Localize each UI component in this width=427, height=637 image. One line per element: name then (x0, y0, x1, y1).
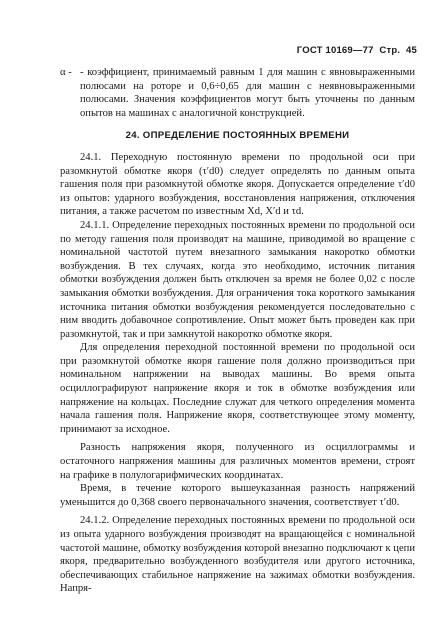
document-body (60, 66, 415, 596)
paragraph-24-1: 24.1. Переходную постоянную времени по продольной оси при разомкнутой обмотке якоря (τ′d0) следует определять по данным опыта гашения поля при разомкнутой обмотке якоря. Допускается определение τ′d0 из опытов: ударного возбуждения, восстановления напряжения, отключения питания, а также расчетом по известным Xd, X′d и τd. (60, 151, 415, 218)
section-title: 24. ОПРЕДЕЛЕНИЕ ПОСТОЯННЫХ ВРЕМЕНИ (125, 130, 350, 142)
paragraph-24-1-2: 24.1.2. Определение переходных постоянных времени по продольной оси из опыта ударного возбуждения производят на вращающейся с номинальной частотой машине, обмотку возбуждения которой внезапно подключают к цепи якоря, предварительно возбужденного возбудителя или другого источника, обеспечивающих стабильное напряжение на зажимах обмотки возбуждения. Напря- (60, 515, 415, 595)
page-header (294, 45, 417, 56)
paragraph-vremya: Время, в течение которого вышеуказанная разность напряжений уменьшится до 0,368 своего первоначального значения, соответствует τ′d0. (60, 483, 415, 508)
coefficient-definition (60, 66, 415, 120)
page-label: Стр. (379, 45, 401, 56)
paragraph-24-1-1: 24.1.1. Определение переходных постоянных времени по продольной оси по методу гашения поля производят на машине, приводимой во вращение с номинальной частотой путем внезапного замыкания накоротко обмотки возбуждения. В тех случаях, когда это необходимо, источник питания обмотки возбуждения должен быть отключен за время не более 0,02 с после замыкания обмотки возбуждения. Для ограничения тока короткого замыкания источника питания обмотки возбуждения рекомендуется последовательно с ним вводить добавочное сопротивление. Опыт может быть проведен как при разомкнутой, так и при замкнутой накоротко обмотке якоря. (60, 219, 415, 340)
paragraph-gashenie: Для определения переходной постоянной времени по продольной оси при разомкнутой обмотке якоря гашение поля должно производиться при номинальном напряжении на выводах машины. Во время опыта осциллографируют напряжение якоря и ток в обмотке возбуждения или напряжение на кольцах. Последние служат для четкого определения момента начала гашения поля. Напряжение якоря, соответствующее этому моменту, принимают за исходное. (60, 342, 415, 435)
page-number: 45 (406, 45, 417, 56)
paragraph-raznost: Разность напряжения якоря, полученного из осциллограммы и остаточного напряжения машины для различных моментов времени, строят на графике в полулогарифмических координатах. (60, 442, 415, 481)
definition-symbol: α - (60, 67, 72, 78)
definition-text: - коэффициент, принимаемый равным 1 для машин с явновыраженными полюсами на роторе и 0,6÷0,65 для машин с неявновыраженными полюсами. Значения коэффициентов могут быть уточнены по данным опытов на машинах с аналогичной конструкцией. (80, 67, 415, 119)
standard-number: ГОСТ 10169—77 (296, 45, 374, 56)
